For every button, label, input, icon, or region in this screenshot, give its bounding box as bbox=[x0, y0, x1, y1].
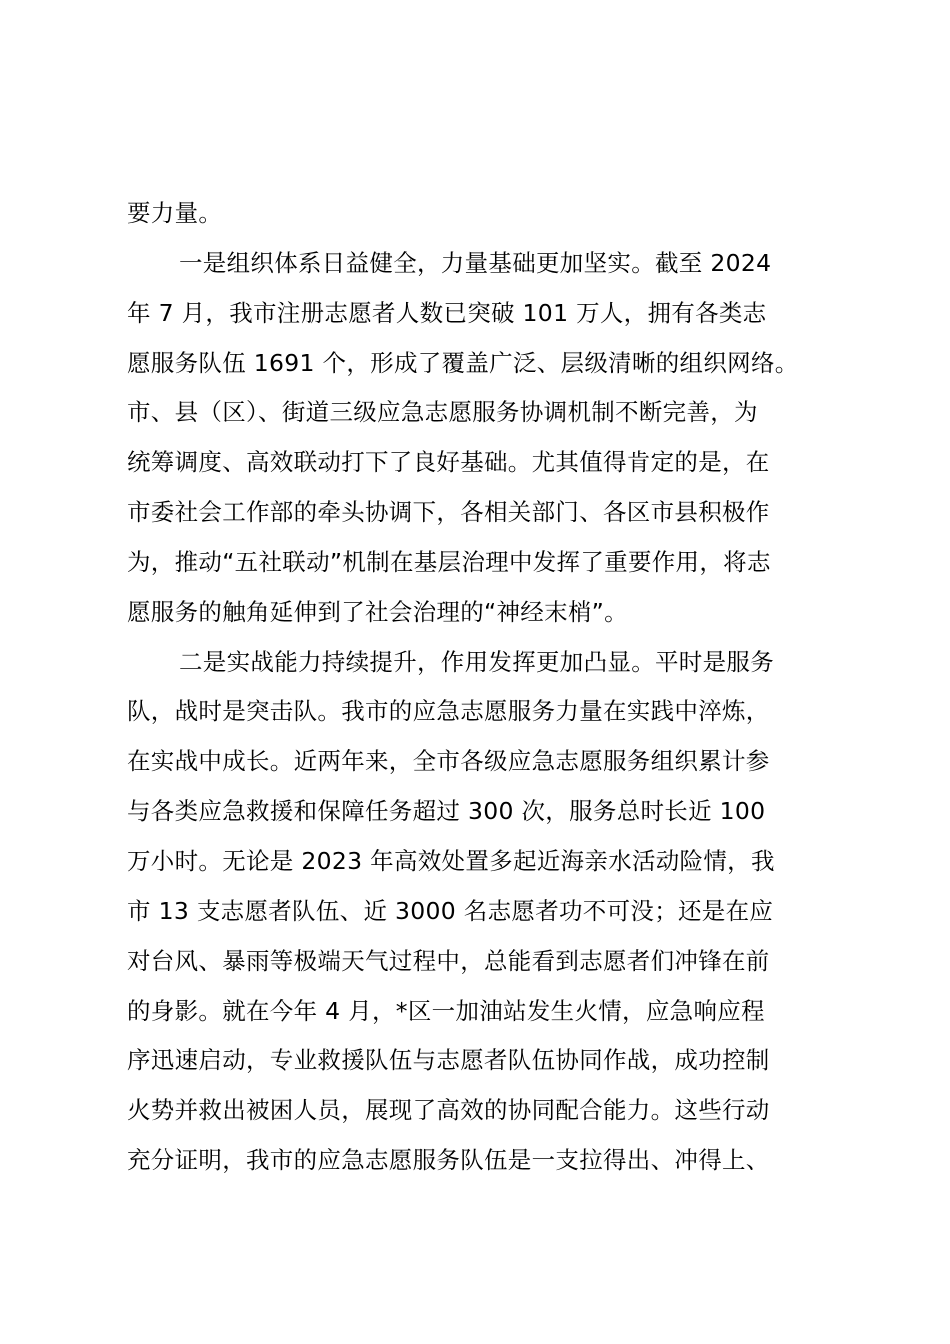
text-line: 愿服务的触角延伸到了社会治理的“神经末梢”。 bbox=[127, 597, 628, 626]
text-line: 市、县（区）、街道三级应急志愿服务协调机制不断完善，为 bbox=[127, 398, 758, 427]
text-line: 充分证明，我市的应急志愿服务队伍是一支拉得出、冲得上、 bbox=[127, 1146, 770, 1175]
text-line: 序迅速启动，专业救援队伍与志愿者队伍协同作战，成功控制 bbox=[127, 1046, 770, 1075]
text-line: 市 13 支志愿者队伍、近 3000 名志愿者功不可没；还是在应 bbox=[127, 896, 774, 925]
text-line: 统筹调度、高效联动打下了良好基础。尤其值得肯定的是，在 bbox=[127, 448, 770, 477]
document-body bbox=[127, 195, 827, 1192]
paragraph-heading-line: 一是组织体系日益健全，力量基础更加坚实。截至 2024 bbox=[179, 248, 772, 277]
text-line: 愿服务队伍 1691 个，形成了覆盖广泛、层级清晰的组织网络。 bbox=[127, 348, 799, 377]
paragraph-heading-line: 二是实战能力持续提升，作用发挥更加凸显。平时是服务 bbox=[179, 647, 774, 676]
text-line: 火势并救出被困人员，展现了高效的协同配合能力。这些行动 bbox=[127, 1096, 770, 1125]
text-line: 市委社会工作部的牵头协调下，各相关部门、各区市县积极作 bbox=[127, 498, 770, 527]
text-line: 在实战中成长。近两年来，全市各级应急志愿服务组织累计参 bbox=[127, 747, 770, 776]
text-line: 队，战时是突击队。我市的应急志愿服务力量在实践中淬炼， bbox=[127, 697, 770, 726]
text-line: 的身影。就在今年 4 月，*区一加油站发生火情，应急响应程 bbox=[127, 996, 765, 1025]
text-line: 对台风、暴雨等极端天气过程中，总能看到志愿者们冲锋在前 bbox=[127, 946, 770, 975]
text-line: 年 7 月，我市注册志愿者人数已突破 101 万人，拥有各类志 bbox=[127, 298, 767, 327]
text-line: 万小时。无论是 2023 年高效处置多起近海亲水活动险情，我 bbox=[127, 846, 775, 875]
text-line: 要力量。 bbox=[127, 199, 223, 227]
text-line: 为，推动“五社联动”机制在基层治理中发挥了重要作用，将志 bbox=[127, 547, 771, 576]
text-line: 与各类应急救援和保障任务超过 300 次，服务总时长近 100 bbox=[127, 797, 766, 826]
